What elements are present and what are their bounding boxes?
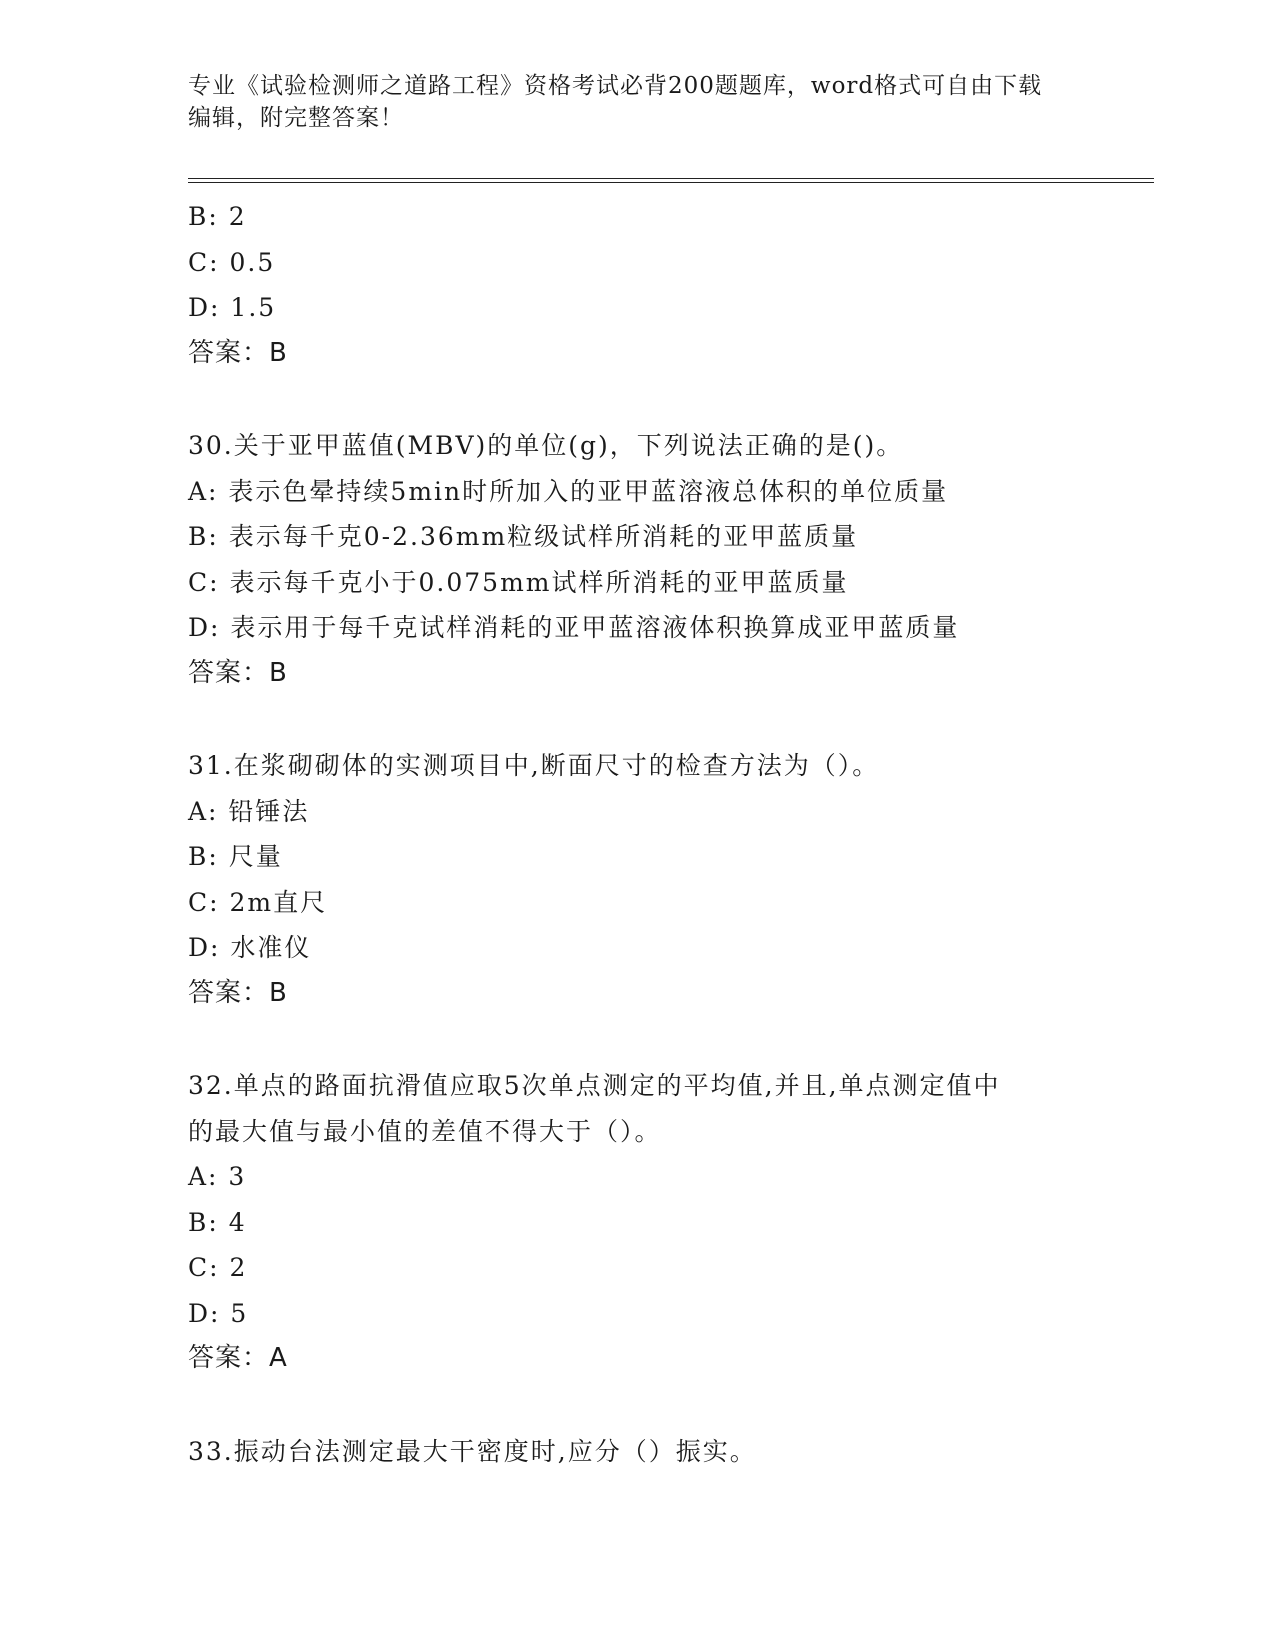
- option-a: A: 3: [188, 1162, 247, 1191]
- option-c: C: 表示每千克小于0.075mm试样所消耗的亚甲蓝质量: [188, 567, 849, 597]
- option-d: D: 水准仪: [188, 933, 312, 962]
- option-b: B: 表示每千克0-2.36mm粒级试样所消耗的亚甲蓝质量: [188, 522, 859, 551]
- option-a: A: 铅锤法: [188, 796, 310, 826]
- option-c: C: 0.5: [188, 247, 276, 277]
- option-b: B: 4: [188, 1207, 247, 1237]
- question-title: 33.振动台法测定最大干密度时,应分（）振实。: [188, 1436, 757, 1466]
- question-block-32: [188, 1063, 1088, 1382]
- header-title-line-2: 编辑，附完整答案！: [188, 105, 404, 131]
- document-header: [188, 70, 1088, 134]
- option-c: C: 2: [188, 1253, 248, 1282]
- spacer: [188, 696, 1088, 743]
- option-b: B: 2: [188, 202, 247, 231]
- question-block-31: [188, 743, 1088, 1016]
- answer-line: 答案：B: [188, 977, 288, 1008]
- header-title-line-1: 专业《试验检测师之道路工程》资格考试必背200题题库，word格式可自由下载: [188, 73, 1043, 99]
- question-title: 31.在浆砌砌体的实测项目中,断面尺寸的检查方法为（）。: [188, 751, 880, 780]
- document-body: [188, 194, 1088, 1474]
- spacer: [188, 376, 1088, 423]
- option-d: D: 1.5: [188, 293, 277, 322]
- answer-line: 答案：A: [188, 1343, 288, 1373]
- option-b: B: 尺量: [188, 842, 283, 871]
- option-c: C: 2m直尺: [188, 887, 328, 917]
- option-d: D: 表示用于每千克试样消耗的亚甲蓝溶液体积换算成亚甲蓝质量: [188, 613, 960, 642]
- option-d: D: 5: [188, 1298, 249, 1328]
- answer-line: 答案：B: [188, 337, 288, 368]
- question-block-29-partial: [188, 194, 1088, 376]
- header-divider: [188, 178, 1154, 183]
- question-title: 30.关于亚甲蓝值(MBV)的单位(g)，下列说法正确的是()。: [188, 431, 904, 460]
- option-a: A: 表示色晕持续5min时所加入的亚甲蓝溶液总体积的单位质量: [188, 476, 949, 506]
- question-block-33: [188, 1429, 1088, 1475]
- answer-line: 答案：B: [188, 657, 288, 688]
- spacer: [188, 1382, 1088, 1429]
- question-title-line-1: 32.单点的路面抗滑值应取5次单点测定的平均值,并且,单点测定值中: [188, 1071, 1001, 1100]
- question-title-line-2: 的最大值与最小值的差值不得大于（）。: [188, 1116, 662, 1146]
- spacer: [188, 1016, 1088, 1063]
- question-block-30: [188, 423, 1088, 696]
